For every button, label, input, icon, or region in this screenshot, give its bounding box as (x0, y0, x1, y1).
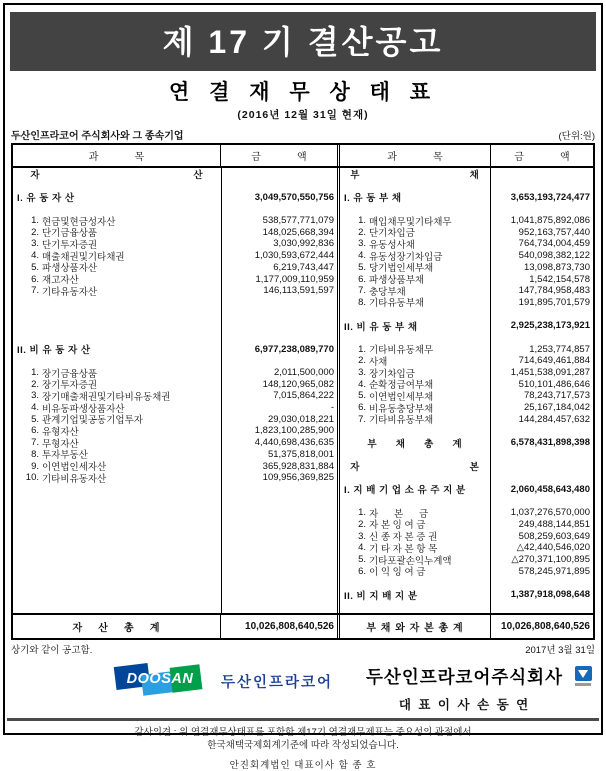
row-amount: 1,451,538,091,287 (490, 367, 593, 378)
audit-line1: 감사의견 : 위 연결재무상태표를 포함한 제17기 연결재무제표는 중요성의 관점에서 (5, 726, 601, 739)
row-amount: 249,488,144,851 (490, 519, 593, 530)
row-amount (490, 612, 593, 613)
row-major (340, 589, 593, 601)
col-header-amount-left: 금 액 (221, 145, 337, 166)
corporate-stamp (573, 666, 593, 686)
row-number: 8. (21, 449, 39, 460)
row-label: 유형자산 (42, 424, 79, 438)
row-number: 1. (348, 215, 366, 226)
row-label-cell (340, 482, 490, 496)
row-amount: 1,037,276,570,000 (490, 507, 593, 518)
row-amount: △270,371,100,895 (490, 554, 593, 565)
brand-row (13, 664, 593, 714)
company-block (366, 664, 563, 713)
row-amount: 25,167,184,042 (490, 402, 593, 413)
footer-divider (7, 718, 599, 721)
row-label: 비유동충당부채 (369, 401, 433, 415)
row-amount: 3,049,570,550,756 (221, 192, 337, 203)
row-label: I. 유 동 자 산 (17, 190, 75, 204)
row-amount: 2,925,238,173,921 (490, 320, 593, 331)
row-label: 이연법인세자산 (42, 459, 106, 473)
row-label: 재고자산 (42, 272, 79, 286)
row-label: 장기매출채권및기타비유동채권 (42, 389, 170, 403)
row-label-cell (340, 459, 490, 473)
row-label: 장기투자증권 (42, 377, 97, 391)
total-liabilities-equity-label: 부 채 와 자 본 총 계 (337, 615, 491, 638)
row-number: 3. (348, 367, 366, 378)
row-number: 6. (348, 566, 366, 577)
row-colheader (13, 168, 337, 180)
row-amount: 6,219,743,447 (221, 262, 337, 273)
liabilities-equity-column (337, 168, 593, 613)
row-label: 기타비유동부채 (369, 412, 433, 426)
audit-line2: 한국채택국제회계기준에 따라 작성되었습니다. (5, 739, 601, 752)
row-amount: △42,440,546,020 (490, 542, 593, 553)
row-label-cell (340, 611, 490, 613)
announcement-page (3, 3, 603, 735)
row-label-cell (340, 588, 490, 602)
row-label-cell (13, 342, 221, 356)
row-label: 자 본 금 (369, 506, 428, 520)
row-label: 기타포괄손익누계액 (369, 553, 452, 567)
ceo-name: 대 표 이 사 손 동 연 (366, 695, 563, 713)
table-body (13, 168, 593, 613)
row-amount: 2,060,458,643,480 (490, 484, 593, 495)
row-total (340, 612, 593, 613)
row-label: II. 비 지 배 지 분 (344, 588, 418, 602)
row-amount: 6,977,238,089,770 (221, 344, 337, 355)
row-number: 7. (348, 285, 366, 296)
row-label: 자 본 (350, 459, 480, 473)
row-number: 2. (348, 355, 366, 366)
stamp-caption (575, 683, 591, 686)
row-number: 2. (348, 227, 366, 238)
row-number: 6. (348, 274, 366, 285)
row-number: 3. (21, 238, 39, 249)
entity-name: 두산인프라코어 주식회사와 그 종속기업 (11, 127, 184, 142)
row-colheader (340, 168, 593, 180)
row-blank (13, 297, 337, 309)
row-label: 기타비유동자산 (42, 471, 106, 485)
row-number: 2. (348, 519, 366, 530)
row-label: I. 지 배 기 업 소 유 주 지 분 (344, 482, 466, 496)
col-header-item-left: 과 목 (13, 145, 221, 166)
row-major (340, 484, 593, 496)
row-amount: 538,577,771,079 (221, 215, 337, 226)
row-number: 4. (348, 379, 366, 390)
row-item (13, 472, 337, 484)
row-item (13, 285, 337, 297)
row-label: 투자부동산 (42, 447, 88, 461)
row-colheader (340, 460, 593, 472)
row-number: 4. (348, 250, 366, 261)
row-item (340, 565, 593, 577)
row-number: 5. (21, 414, 39, 425)
row-amount: 191,895,701,579 (490, 297, 593, 308)
row-label: 신 종 자 본 증 권 (369, 529, 437, 543)
row-label-cell (13, 190, 221, 204)
doosan-logo-icon (113, 664, 205, 698)
row-amount: 508,259,603,649 (490, 531, 593, 542)
row-number: 5. (348, 554, 366, 565)
row-number: 5. (21, 262, 39, 273)
row-label: 기타비유동채무 (369, 342, 433, 356)
row-number: 3. (21, 390, 39, 401)
row-number: 5. (348, 390, 366, 401)
row-amount: 29,030,018,221 (221, 414, 337, 425)
auditor-name: 안진회계법인 대표이사 함 종 호 (5, 757, 601, 771)
row-blank (13, 320, 337, 332)
row-amount: - (221, 402, 337, 413)
row-number: 1. (21, 215, 39, 226)
announce-note: 상기와 같이 공고함. (11, 642, 92, 656)
row-number: 7. (348, 414, 366, 425)
row-label: 단기차입금 (369, 225, 415, 239)
row-amount: 7,015,864,222 (221, 390, 337, 401)
row-label-cell (13, 284, 221, 298)
row-amount: 3,030,992,836 (221, 238, 337, 249)
row-amount: 540,098,382,122 (490, 250, 593, 261)
row-amount: 109,956,369,825 (221, 472, 337, 483)
row-label: 기타유동자산 (42, 284, 97, 298)
footnote-row (11, 642, 595, 656)
row-label (367, 611, 462, 613)
audit-opinion (5, 726, 601, 752)
row-label: 순확정급여부채 (369, 377, 433, 391)
row-label: 유동성사채 (369, 237, 415, 251)
logo-caption: 두산인프라코어 (221, 671, 333, 692)
row-number: 4. (348, 542, 366, 553)
row-number: 8. (348, 297, 366, 308)
row-item (340, 413, 593, 425)
row-label: 자 산 (30, 168, 203, 181)
row-label-cell (13, 168, 221, 181)
stamp-icon (575, 666, 592, 681)
row-number: 10. (21, 472, 39, 483)
row-label: 현금및현금성자산 (42, 214, 115, 228)
row-number: 6. (21, 274, 39, 285)
row-label: 파생상품자산 (42, 260, 97, 274)
row-number: 1. (348, 507, 366, 518)
row-label: 기타유동부채 (369, 295, 424, 309)
row-label-cell (340, 436, 490, 450)
row-label: 이연법인세부채 (369, 389, 433, 403)
row-number: 2. (21, 227, 39, 238)
title-banner (10, 12, 596, 71)
announce-date: 2017년 3월 31일 (525, 642, 595, 656)
row-label: 부 채 총 계 (367, 436, 462, 450)
total-assets-label: 자 산 총 계 (13, 615, 221, 638)
company-name: 두산인프라코어주식회사 (366, 664, 563, 689)
table-header-row (13, 145, 593, 168)
row-label: 유동성장기차입금 (369, 249, 442, 263)
row-number: 6. (21, 425, 39, 436)
row-number: 9. (21, 461, 39, 472)
row-number: 5. (348, 262, 366, 273)
row-amount: 952,163,757,440 (490, 227, 593, 238)
row-major (13, 343, 337, 355)
row-amount: 13,098,873,730 (490, 262, 593, 273)
row-amount: 147,784,958,483 (490, 285, 593, 296)
row-label: 관계기업및공동기업투자 (42, 412, 143, 426)
grand-total-row (13, 613, 593, 638)
row-amount: 148,120,965,082 (221, 379, 337, 390)
row-amount: 146,113,591,597 (221, 285, 337, 296)
row-label: 기 타 자 본 항 목 (369, 541, 437, 555)
row-amount: 144,284,457,632 (490, 414, 593, 425)
row-label-cell (13, 471, 221, 485)
row-number: 4. (21, 250, 39, 261)
total-assets-amount: 10,026,808,640,526 (221, 615, 337, 638)
row-label: 매출채권및기타채권 (42, 249, 125, 263)
row-item (340, 297, 593, 309)
row-label: II. 비 유 동 부 채 (344, 319, 418, 333)
row-amount: 51,375,818,001 (221, 449, 337, 460)
row-amount: 4,440,698,436,635 (221, 437, 337, 448)
col-header-amount-right: 금 액 (491, 145, 593, 166)
row-amount: 510,101,486,646 (490, 379, 593, 390)
row-number: 4. (21, 402, 39, 413)
row-number: 1. (348, 344, 366, 355)
row-number: 3. (348, 238, 366, 249)
row-major (340, 191, 593, 203)
financial-statement-table (11, 143, 595, 640)
row-amount: 1,177,009,110,959 (221, 274, 337, 285)
row-label: II. 비 유 동 자 산 (17, 342, 91, 356)
row-amount: 578,245,971,895 (490, 566, 593, 577)
row-label-cell (340, 168, 490, 181)
row-amount: 3,653,193,724,477 (490, 192, 593, 203)
row-label: 자 본 잉 여 금 (369, 517, 425, 531)
row-number: 7. (21, 437, 39, 448)
row-amount: 6,578,431,898,398 (490, 437, 593, 448)
row-amount: 764,734,004,459 (490, 238, 593, 249)
row-number: 3. (348, 531, 366, 542)
banner-title: 제 17 기 결산공고 (163, 24, 444, 60)
row-label-cell (340, 190, 490, 204)
row-number: 1. (21, 367, 39, 378)
as-of-date: (2016년 12월 31일 현재) (5, 107, 601, 122)
row-number: 6. (348, 402, 366, 413)
row-label: 단기금융상품 (42, 225, 97, 239)
row-label: 사채 (369, 354, 387, 368)
row-amount: 365,928,831,884 (221, 461, 337, 472)
row-label: 충당부채 (369, 284, 406, 298)
meta-row (11, 127, 595, 142)
row-label: 당기법인세부채 (369, 260, 433, 274)
total-liabilities-equity-amount: 10,026,808,640,526 (491, 615, 593, 638)
row-label: I. 유 동 부 채 (344, 190, 402, 204)
row-total (340, 437, 593, 449)
statement-title: 연 결 재 무 상 태 표 (5, 76, 601, 106)
row-label: 장기금융상품 (42, 366, 97, 380)
row-amount: 1,387,918,098,648 (490, 589, 593, 600)
row-label-cell (340, 319, 490, 333)
row-label-cell (340, 295, 490, 309)
row-blank (13, 308, 337, 320)
row-label: 단기투자증권 (42, 237, 97, 251)
row-label-cell (340, 564, 490, 578)
row-label: 부 채 (350, 168, 480, 181)
row-amount: 1,542,154,578 (490, 274, 593, 285)
row-number: 7. (21, 285, 39, 296)
col-header-item-right: 과 목 (337, 145, 491, 166)
row-label: 이 익 잉 여 금 (369, 564, 425, 578)
row-label: 비유동파생상품자산 (42, 401, 125, 415)
row-label: 파생상품부채 (369, 272, 424, 286)
row-number: 2. (21, 379, 39, 390)
row-label-cell (340, 412, 490, 426)
row-label: 매입채무및기타채무 (369, 214, 452, 228)
row-amount: 1,253,774,857 (490, 344, 593, 355)
row-amount: 78,243,717,573 (490, 390, 593, 401)
row-amount: 148,025,668,394 (221, 227, 337, 238)
row-amount: 2,011,500,000 (221, 367, 337, 378)
row-major (340, 320, 593, 332)
row-amount: 1,041,875,892,086 (490, 215, 593, 226)
row-amount: 714,649,461,884 (490, 355, 593, 366)
unit-label: (단위:원) (559, 128, 596, 142)
row-label: 장기차입금 (369, 366, 415, 380)
logo-wordmark: DOOSAN (116, 671, 204, 687)
row-amount: 1,823,100,285,900 (221, 425, 337, 436)
row-amount: 1,030,593,672,444 (221, 250, 337, 261)
assets-column (13, 168, 337, 613)
row-major (13, 191, 337, 203)
row-label: 무형자산 (42, 436, 79, 450)
doosan-logo-block (113, 664, 333, 698)
